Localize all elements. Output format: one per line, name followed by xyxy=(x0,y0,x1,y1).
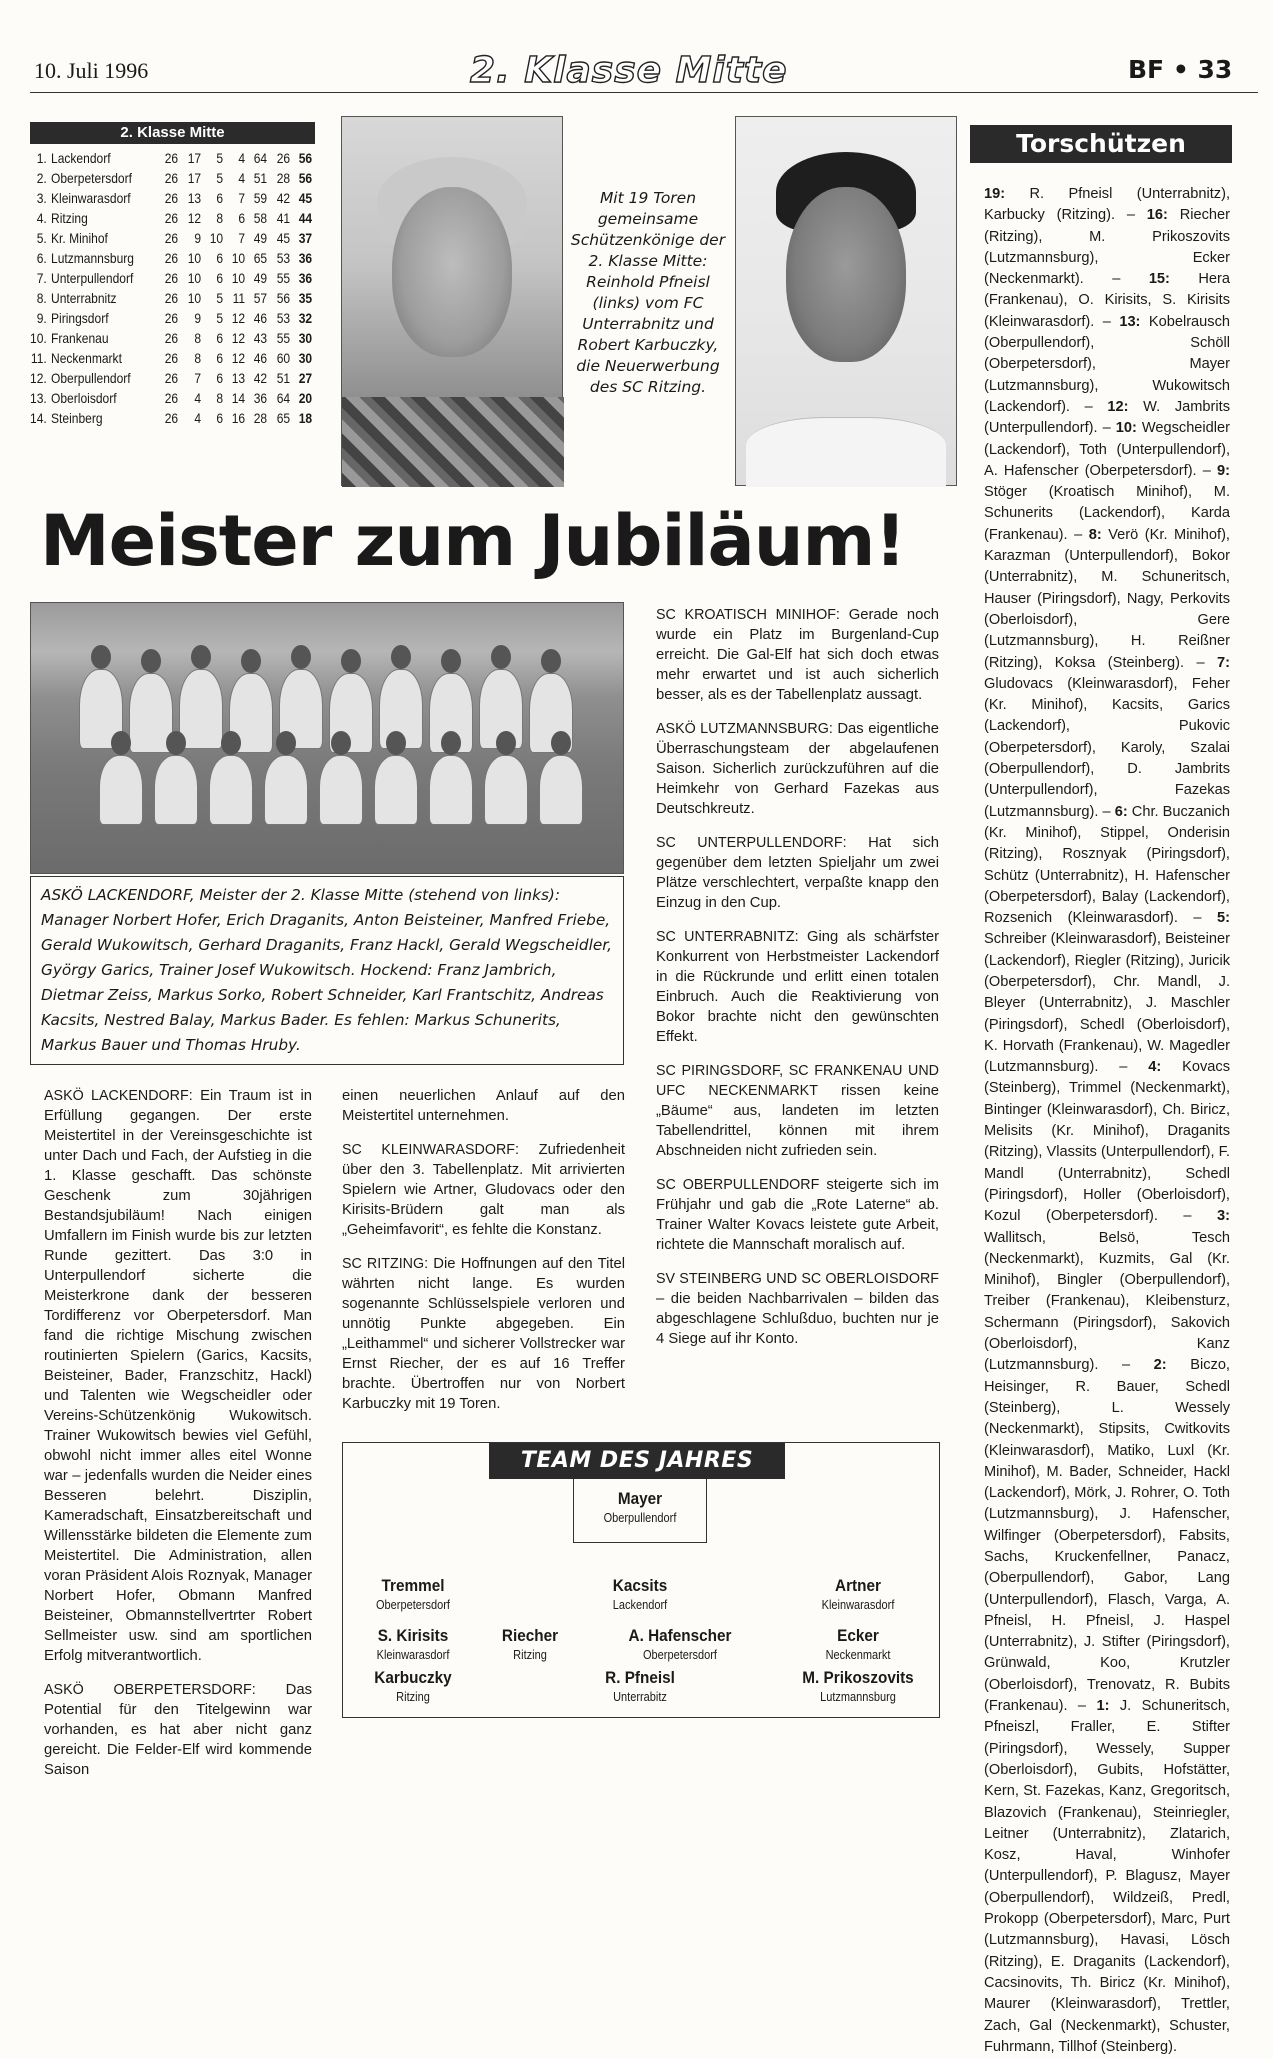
player-head xyxy=(491,645,511,669)
goals-against: 55 xyxy=(276,330,290,346)
article-paragraph xyxy=(342,1086,625,1126)
scorer-names: J. Schuneritsch, Pfneiszl, Fraller, E. Stifter (Piringsdorf), Wessely, Supper (Oberloisdorf), Gubits, Hofstätter, Kern, St. Fazekas, Kanz, Gregoritsch, Blazovich (Frankenau), Steinriegler, Leitner (Unterrabnitz), Zlatarich, Kosz, Haval, Winhofer (Unterpullendorf), P. Blagusz, Mayer (Oberpullendorf), Wildzeiß, Predl, Prokopp (Oberpetersdorf), Marc, Purt (Lutzmannsburg), Havasi, Lösch (Ritzing), E. Draganits (Lackendorf), Cacsinovits, Th. Biricz (Kr. Minihof), Maurer (Kleinwarasdorf), Trettler, Zach, Gal (Neckenmarkt), Schuster, Fuhrmann, Tillhof (Steinberg). xyxy=(984,1698,1230,2055)
goals-against: 53 xyxy=(276,310,290,326)
player-club: Oberpetersdorf xyxy=(375,1598,450,1612)
standings-table xyxy=(30,122,315,428)
games-played: 26 xyxy=(165,170,179,186)
draws: 8 xyxy=(216,390,224,406)
player-head xyxy=(91,645,111,669)
position: 12. xyxy=(30,370,47,386)
portrait-face xyxy=(786,187,906,362)
goals-against: 56 xyxy=(276,290,290,306)
team-name: Neckenmarkt xyxy=(51,350,123,366)
goals-for: 49 xyxy=(254,230,268,246)
standings-title: 2. Klasse Mitte xyxy=(30,122,315,144)
position: 10. xyxy=(30,330,47,346)
losses: 11 xyxy=(232,290,246,306)
club-name: SC KROATISCH MINIHOF: xyxy=(656,607,840,623)
losses: 7 xyxy=(238,230,246,246)
goals-against: 42 xyxy=(276,190,290,206)
portrait-photo-pfneisl xyxy=(341,116,563,486)
goal-count: 15: xyxy=(1148,271,1170,288)
goals-for: 65 xyxy=(254,250,268,266)
goal-count: 2: xyxy=(1153,1357,1167,1374)
goal-count: 19: xyxy=(984,186,1006,202)
article-text: rissen keine „Bäume“ aus, landeten im letzten Tabellendrittel, können mit ihrem Abschneiden nicht zufrieden sein. xyxy=(656,1083,939,1159)
goal-count: 1: xyxy=(1096,1698,1110,1715)
club-name: SC UNTERRABNITZ: xyxy=(656,929,799,945)
goals-for: 57 xyxy=(254,290,268,306)
team-player xyxy=(605,1626,755,1662)
article-paragraph xyxy=(656,1175,939,1255)
standings-row xyxy=(30,348,315,368)
goals-for: 36 xyxy=(254,390,268,406)
player-name: Kacsits xyxy=(612,1576,668,1595)
article-paragraph xyxy=(656,833,939,913)
team-player xyxy=(565,1668,715,1704)
draws: 6 xyxy=(216,410,224,426)
draws: 6 xyxy=(216,350,224,366)
points: 35 xyxy=(298,290,312,306)
losses: 12 xyxy=(231,310,246,326)
player-figure xyxy=(209,755,253,825)
games-played: 26 xyxy=(165,190,179,206)
position: 6. xyxy=(36,250,47,266)
scorer-names: Chr. Buczanich (Kr. Minihof), Stippel, Onderisin (Ritzing), Rosznyak (Piringsdorf), Schütz (Unterrabnitz), H. Hafenscher (Oberpetersdorf), Balay (Lackendorf), Rozsenich (Kleinwarasdorf). – xyxy=(984,803,1230,927)
article-text: – die beiden Nachbarrivalen – bilden das abgeschlagene Schlußduo, buchten nur je 4 Siege auf ihr Konto. xyxy=(656,1291,939,1347)
player-name: S. Kirisits xyxy=(377,1626,449,1645)
club-name: SV STEINBERG UND SC OBERLOISDORF xyxy=(656,1271,939,1287)
player-head xyxy=(551,731,571,755)
article-text: Hat sich gegenüber dem letzten Spieljahr um zwei Plätze verschlechtert, verpaßte knapp den Einzug in den Cup. xyxy=(656,835,939,911)
article-paragraph xyxy=(656,719,939,819)
player-club: Unterrabitz xyxy=(613,1690,667,1704)
player-head xyxy=(341,649,361,673)
player-figure xyxy=(154,755,198,825)
player-figure xyxy=(539,755,583,825)
team-name: Frankenau xyxy=(51,330,110,346)
wins: 7 xyxy=(194,370,201,386)
position: 9. xyxy=(36,310,47,326)
wins: 8 xyxy=(194,350,201,366)
article-text: Ein Traum ist in Erfüllung gegangen. Der erste Meistertitel in der Vereinsgeschichte ist unter Dach und Fach, der Aufstieg in die 1. Klasse geschafft. Das schönste Geschenk zum 30jährigen Bestandsjubiläum! Nach einigen Umfallern im Finish wurde bis zur letzten Runde gezittert. Das 3:0 in Unterpullendorf sicherte die Meisterkrone dank der besseren Tordifferenz vor Oberpetersdorf. Man fand die richtige Mischung zwischen routinierten Spielern (Garics, Kacsits, Beisteiner, Bader, Franzschitz, Hackl) und Talenten wie Wegscheidler oder Vereins-Schützenkönig Wukowitsch. Trainer Wukowitsch bewies viel Gefühl, obwohl nicht immer alles eitel Wonne war – jedenfalls wurden die Neider eines Besseren belehrt. Disziplin, Kameradschaft, Einsatzbereitschaft und Willensstärke bildeten die Elemente zum Meistertitel. Die Administration, allen voran Präsident Alois Roznyak, Manager Norbert Hofer, Obmann Manfred Beisteiner, Obmannstellvertrter Robert Sellmeister usw. sind am sportlichen Erfolg mitverantwortlich. xyxy=(44,1088,313,1664)
player-head xyxy=(291,645,311,669)
points: 20 xyxy=(298,390,312,406)
draws: 5 xyxy=(216,310,224,326)
points: 18 xyxy=(298,410,312,426)
article-column-1 xyxy=(44,1086,312,1794)
team-name: Oberpullendorf xyxy=(51,370,132,386)
team-photo-caption: ASKÖ LACKENDORF, Meister der 2. Klasse Mitte (stehend von links): Manager Norbert Hofer, Erich Draganits, Anton Beisteiner, Manfred Friebe, Gerald Wukowitsch, Gerhard Draganits, Franz Hackl, Gerald Wegscheidler, György Garics, Trainer Josef Wukowitsch. Hockend: Franz Jambrich, Dietmar Zeiss, Markus Sorko, Robert Schneider, Karl Frantschitz, Andreas Kacsits, Nestred Balay, Markus Bader. Es fehlen: Markus Schunerits, Markus Bauer und Thomas Hruby. xyxy=(30,876,624,1065)
article-text: Das Potential für den Titelgewinn war vorhanden, es hat aber nicht ganz gereicht. Die Felder-Elf wird kommende Saison xyxy=(44,1682,312,1778)
goals-for: 58 xyxy=(254,210,268,226)
club-name: SC OBERPULLENDORF xyxy=(656,1177,820,1193)
draws: 6 xyxy=(216,190,224,206)
standings-row xyxy=(30,168,315,188)
club-name: ASKÖ OBERPETERSDORF: xyxy=(44,1682,256,1698)
standings-row xyxy=(30,328,315,348)
scorer-names: W. Jambrits (Unterpullendorf). – xyxy=(984,398,1230,437)
standings-row xyxy=(30,268,315,288)
losses: 7 xyxy=(238,190,246,206)
section-title: 2. Klasse Mitte xyxy=(470,50,788,91)
wins: 10 xyxy=(187,270,201,286)
goals-against: 26 xyxy=(276,150,290,166)
standings-row xyxy=(30,408,315,428)
player-figure xyxy=(99,755,143,825)
games-played: 26 xyxy=(165,290,179,306)
player-head xyxy=(441,649,461,673)
article-text: einen neuerlichen Anlauf auf den Meistertitel unternehmen. xyxy=(342,1088,625,1124)
team-player xyxy=(783,1668,933,1704)
player-head xyxy=(391,645,411,669)
losses: 12 xyxy=(231,350,246,366)
games-played: 26 xyxy=(165,230,179,246)
player-club: Lutzmannsburg xyxy=(820,1690,896,1704)
scorer-names: R. Pfneisl (Unterrabnitz), Karbucky (Ritzing). – xyxy=(984,186,1230,224)
portrait-caption: Mit 19 Toren gemeinsame Schützenkönige der 2. Klasse Mitte: Reinhold Pfneisl (links) vom FC Unterrabnitz und Robert Karbuczky, die Neuerwerbung des SC Ritzing. xyxy=(570,189,726,396)
team-player xyxy=(783,1626,933,1662)
standings-row xyxy=(30,308,315,328)
team-player xyxy=(455,1626,605,1662)
position: 2. xyxy=(36,170,47,186)
goal-count: 13: xyxy=(1119,313,1141,330)
losses: 4 xyxy=(238,170,246,186)
player-head xyxy=(221,731,241,755)
player-club: Lackendorf xyxy=(612,1598,668,1612)
goals-against: 51 xyxy=(276,370,290,386)
goals-against: 55 xyxy=(276,270,290,286)
goals-for: 43 xyxy=(254,330,268,346)
draws: 10 xyxy=(209,230,224,246)
portrait-shirt xyxy=(342,397,564,487)
points: 56 xyxy=(298,170,312,186)
article-paragraph xyxy=(342,1254,625,1414)
losses: 10 xyxy=(231,270,246,286)
wins: 4 xyxy=(194,390,201,406)
points: 32 xyxy=(298,310,312,326)
player-figure xyxy=(429,755,473,825)
position: 7. xyxy=(36,270,47,286)
goals-for: 46 xyxy=(254,350,268,366)
losses: 10 xyxy=(231,250,246,266)
position: 1. xyxy=(36,150,47,166)
standings-row xyxy=(30,208,315,228)
goal-count: 6: xyxy=(1114,803,1128,820)
scorer-names: Wegscheidler (Lackendorf), Toth (Unterpullendorf), A. Hafenscher (Oberpetersdorf). – xyxy=(984,420,1230,479)
article-paragraph xyxy=(44,1086,312,1666)
goal-count: 12: xyxy=(1107,398,1129,415)
team-player xyxy=(565,1576,715,1612)
player-club: Kleinwarasdorf xyxy=(376,1648,450,1662)
position: 14. xyxy=(30,410,47,426)
player-head xyxy=(276,731,296,755)
team-name: Steinberg xyxy=(51,410,104,426)
team-name: Unterrabnitz xyxy=(51,290,118,306)
wins: 17 xyxy=(187,150,201,166)
draws: 5 xyxy=(216,170,224,186)
draws: 6 xyxy=(216,270,224,286)
team-name: Kr. Minihof xyxy=(51,230,109,246)
scorer-names: Hera (Frankenau), O. Kirisits, S. Kirisits (Kleinwarasdorf). – xyxy=(984,271,1231,330)
games-played: 26 xyxy=(165,150,179,166)
scorer-names: Kobelrausch (Oberpullendorf), Schöll (Oberpetersdorf), Mayer (Lutzmannsburg), Wukowitsch (Lackendorf). – xyxy=(984,313,1231,415)
player-head xyxy=(331,731,351,755)
scorer-names: Wallitsch, Belsö, Tesch (Neckenmarkt), Kuzmits, Gal (Kr. Minihof), Bingler (Oberpullendorf), Treiber (Frankenau), Kleibensturz, Schermann (Piringsdorf), Sakovich (Oberloisdorf), Kanz (Lutzmannsburg). – xyxy=(984,1229,1230,1374)
portrait-shirt xyxy=(746,417,946,487)
player-head xyxy=(111,731,131,755)
article-text: Das eigentliche Überraschungsteam der abgelaufenen Saison. Sicherlich zurückzuführen auf die Heimkehr von Gerhard Fazekas aus Deutschkreutz. xyxy=(656,721,939,817)
player-figure xyxy=(264,755,308,825)
team-name: Lackendorf xyxy=(51,150,112,166)
wins: 13 xyxy=(187,190,201,206)
losses: 4 xyxy=(238,150,246,166)
goal-count: 16: xyxy=(1146,207,1168,224)
article-text: steigerte sich im Frühjahr und gab die „Rote Laterne“ ab. Trainer Walter Kovacs leistete gute Arbeit, richtete die Mannschaft moralisch auf. xyxy=(656,1177,939,1253)
draws: 5 xyxy=(216,150,224,166)
player-club: Kleinwarasdorf xyxy=(821,1598,895,1612)
header-divider xyxy=(30,92,1258,93)
goals-against: 65 xyxy=(276,410,290,426)
standings-row xyxy=(30,188,315,208)
games-played: 26 xyxy=(165,330,179,346)
team-name: Ritzing xyxy=(51,210,89,226)
player-figure xyxy=(374,755,418,825)
player-head xyxy=(496,731,516,755)
games-played: 26 xyxy=(165,350,179,366)
goals-against: 41 xyxy=(276,210,290,226)
player-name: Mayer xyxy=(617,1489,663,1508)
team-player xyxy=(338,1668,488,1704)
goals-against: 53 xyxy=(276,250,290,266)
team-player xyxy=(338,1576,488,1612)
article-text: Ging als schärfster Konkurrent von Herbstmeister Lackendorf in die Rückrunde und erlitt einen totalen Einbruch. Auch die Reaktivierung von Bokor brachte nicht den gewünschten Effekt. xyxy=(656,929,939,1045)
standings-row xyxy=(30,228,315,248)
goal-count: 9: xyxy=(1217,462,1230,479)
points: 45 xyxy=(298,190,312,206)
team-photo xyxy=(30,602,624,874)
team-name: Oberloisdorf xyxy=(51,390,118,406)
standings-row xyxy=(30,248,315,268)
team-player xyxy=(783,1576,933,1612)
portrait-photo-karbuczky xyxy=(735,116,957,486)
player-name: Tremmel xyxy=(381,1576,445,1595)
player-head xyxy=(541,649,561,673)
article-column-3 xyxy=(656,605,939,1363)
team-name: Kleinwarasdorf xyxy=(51,190,132,206)
standings-row xyxy=(30,368,315,388)
article-paragraph xyxy=(656,927,939,1047)
wins: 4 xyxy=(194,410,201,426)
portrait-face xyxy=(392,187,512,357)
team-name: Unterpullendorf xyxy=(51,270,134,286)
draws: 5 xyxy=(216,290,224,306)
games-played: 26 xyxy=(165,390,179,406)
standings-row xyxy=(30,148,315,168)
player-head xyxy=(386,731,406,755)
club-name: ASKÖ LUTZMANNSBURG: xyxy=(656,721,833,737)
article-paragraph xyxy=(44,1680,312,1780)
scorers-list xyxy=(984,184,1230,2058)
points: 30 xyxy=(298,350,312,366)
club-name: SC RITZING: xyxy=(342,1256,429,1272)
player-club: Ritzing xyxy=(513,1648,547,1662)
position: 11. xyxy=(30,350,47,366)
points: 27 xyxy=(298,370,312,386)
position: 3. xyxy=(36,190,47,206)
position: 13. xyxy=(30,390,47,406)
games-played: 26 xyxy=(165,410,179,426)
scorer-names: Biczo, Heisinger, R. Bauer, Schedl (Steinberg), L. Wessely (Neckenmarkt), Stipsits, Cwitkovits (Kleinwarasdorf), Matiko, Luxl (Kr. Minihof), M. Bader, Schneider, Hackl (Lackendorf), Mörk, J. Rohrer, O. Toth (Lutzmannsburg), J. Hafenscher, Wilfinger (Oberpetersdorf), Fabsits, Sachs, Kruckenfellner, Panacz, (Oberpullendorf), Gabor, Lang (Unterpullendorf), Flasch, Varga, A. Pfneisl, H. Pfneisl, J. Haspel (Unterrabnitz), J. Stifter (Piringsdorf), Grünwald, Koo, Krutzler (Oberloisdorf), Trenovatz, R. Bubits (Frankenau). – xyxy=(984,1357,1230,1715)
team-name: Piringsdorf xyxy=(51,310,110,326)
position: 5. xyxy=(36,230,47,246)
draws: 6 xyxy=(216,250,224,266)
player-name: Ecker xyxy=(837,1626,879,1645)
points: 56 xyxy=(298,150,312,166)
player-name: R. Pfneisl xyxy=(605,1668,675,1687)
headline: Meister zum Jubiläum! xyxy=(40,500,906,582)
player-figure xyxy=(179,669,223,749)
standings-grid xyxy=(30,148,315,428)
scorer-names: Kovacs (Steinberg), Trimmel (Neckenmarkt), Bintinger (Kleinwarasdorf), Ch. Biricz, Melisits (Kr. Minihof), Draganits (Ritzing), Vlassits (Unterpullendorf), F. Mandl (Unterrabnitz), Schedl (Piringsdorf), Holler (Oberloisdorf), Kozul (Oberpetersdorf). – xyxy=(984,1059,1230,1225)
player-name: A. Hafenscher xyxy=(628,1626,732,1645)
club-name: SC PIRINGSDORF, SC FRANKENAU UND UFC NECKENMARKT xyxy=(656,1063,939,1099)
goals-for: 49 xyxy=(254,270,268,286)
player-name: M. Prikoszovits xyxy=(802,1668,914,1687)
games-played: 26 xyxy=(165,370,179,386)
article-text: Gerade noch wurde ein Platz im Burgenland-Cup erreicht. Die Gal-Elf hat sich doch etwas mehr erwartet und ist auch sicherlich besser, als es der Tabellenplatz aussagt. xyxy=(656,607,939,703)
player-name: Riecher xyxy=(501,1626,559,1645)
goals-for: 59 xyxy=(254,190,268,206)
points: 36 xyxy=(298,270,312,286)
losses: 14 xyxy=(231,390,246,406)
points: 30 xyxy=(298,330,312,346)
goals-against: 45 xyxy=(276,230,290,246)
player-head xyxy=(141,649,161,673)
goal-count: 8: xyxy=(1088,526,1102,543)
goals-for: 42 xyxy=(254,370,268,386)
scorer-names: Riecher (Ritzing), M. Prikoszovits (Lutzmannsburg), Ecker (Neckenmarkt). – xyxy=(984,207,1230,288)
goal-count: 7: xyxy=(1217,654,1230,671)
player-name: Artner xyxy=(835,1576,881,1595)
goals-for: 28 xyxy=(254,410,268,426)
player-head xyxy=(191,645,211,669)
team-of-the-year-box xyxy=(342,1442,940,1718)
scorers-title: Torschützen xyxy=(970,125,1232,163)
scorer-names: Gludovacs (Kleinwarasdorf), Feher (Kr. Minihof), Kacsits, Garics (Lackendorf), Pukovic (Oberpetersdorf), Karoly, Szalai (Oberpullendorf), D. Jambrits (Unterpullendorf), Fazekas (Lutzmannsburg). – xyxy=(984,675,1230,820)
article-paragraph xyxy=(656,1061,939,1161)
position: 4. xyxy=(36,210,47,226)
losses: 12 xyxy=(231,330,246,346)
player-figure xyxy=(319,755,363,825)
player-head xyxy=(166,731,186,755)
player-club: Neckenmarkt xyxy=(825,1648,891,1662)
points: 36 xyxy=(298,250,312,266)
standings-row xyxy=(30,388,315,408)
goals-against: 28 xyxy=(276,170,290,186)
wins: 9 xyxy=(194,230,201,246)
player-club: Ritzing xyxy=(396,1690,430,1704)
wins: 9 xyxy=(194,310,201,326)
goals-against: 64 xyxy=(276,390,290,406)
team-name: Lutzmannsburg xyxy=(51,250,135,266)
points: 37 xyxy=(298,230,312,246)
goal-count: 10: xyxy=(1115,420,1137,437)
games-played: 26 xyxy=(165,250,179,266)
player-figure xyxy=(484,755,528,825)
wins: 10 xyxy=(187,290,201,306)
goal-count: 5: xyxy=(1217,910,1230,927)
standings-row xyxy=(30,288,315,308)
goal-count: 3: xyxy=(1217,1208,1230,1225)
draws: 6 xyxy=(216,330,224,346)
games-played: 26 xyxy=(165,310,179,326)
losses: 6 xyxy=(238,210,246,226)
article-paragraph xyxy=(656,605,939,705)
team-player xyxy=(565,1489,715,1525)
games-played: 26 xyxy=(165,270,179,286)
goals-for: 51 xyxy=(254,170,268,186)
player-name: Karbuczky xyxy=(374,1668,452,1687)
wins: 10 xyxy=(187,250,201,266)
draws: 8 xyxy=(216,210,224,226)
article-text: Die Hoffnungen auf den Titel währten nicht lange. Es wurden sogenannte Schlüsselspiele verloren und unnötig Punkte abgegeben. Ein „Leithammel“ und sicherer Vollstrecker war Ernst Riecher, der es auf 16 Treffer brachte. Übertroffen nur von Norbert Karbuczky mit 19 Toren. xyxy=(342,1256,625,1412)
draws: 6 xyxy=(216,370,224,386)
goals-against: 60 xyxy=(276,350,290,366)
issue-date: 10. Juli 1996 xyxy=(34,58,149,83)
article-text: Zufriedenheit über den 3. Tabellenplatz. Mit arrivierten Spielern wie Artner, Gludovacs oder den Kirisits-Brüdern galt man als „Geheimfavorit“, es fehlte die Konstanz. xyxy=(342,1142,626,1238)
wins: 12 xyxy=(187,210,201,226)
page-number: BF • 33 xyxy=(1128,55,1233,84)
goals-for: 46 xyxy=(254,310,268,326)
article-column-2 xyxy=(342,1086,625,1428)
article-paragraph xyxy=(342,1140,625,1240)
wins: 17 xyxy=(187,170,201,186)
goal-count: 4: xyxy=(1148,1059,1162,1076)
losses: 16 xyxy=(231,410,246,426)
club-name: SC UNTERPULLENDORF: xyxy=(656,835,847,851)
team-name: Oberpetersdorf xyxy=(51,170,133,186)
team-of-the-year-title: TEAM DES JAHRES xyxy=(489,1443,785,1479)
points: 44 xyxy=(298,210,312,226)
article-paragraph xyxy=(656,1269,939,1349)
scorer-names: Schreiber (Kleinwarasdorf), Beisteiner (Lackendorf), Riegler (Ritzing), Juricik (Oberpetersdorf), Chr. Mandl, J. Bleyer (Unterrabnitz), J. Maschler (Piringsdorf), Schedl (Oberloisdorf), K. Horvath (Frankenau), W. Magedler (Lutzmannsburg). – xyxy=(984,931,1230,1076)
wins: 8 xyxy=(194,330,201,346)
scorer-names: Verö (Kr. Minihof), Karazman (Unterpullendorf), Bokor (Unterrabnitz), M. Schuneritsch, Hauser (Piringsdorf), Nagy, Perkovits (Oberloisdorf), Gere (Lutzmannsburg), H. Reißner (Ritzing), Koksa (Steinberg). – xyxy=(984,526,1230,671)
player-club: Oberpullendorf xyxy=(603,1511,677,1525)
club-name: ASKÖ LACKENDORF: xyxy=(44,1088,193,1104)
player-head xyxy=(441,731,461,755)
player-head xyxy=(241,649,261,673)
player-club: Oberpetersdorf xyxy=(642,1648,717,1662)
goals-for: 64 xyxy=(254,150,268,166)
club-name: SC KLEINWARASDORF: xyxy=(342,1142,520,1158)
losses: 13 xyxy=(231,370,246,386)
games-played: 26 xyxy=(165,210,179,226)
position: 8. xyxy=(36,290,47,306)
scorer-names: Stöger (Kroatisch Minihof), M. Schunerits (Lackendorf), Karda (Frankenau). – xyxy=(984,484,1230,543)
